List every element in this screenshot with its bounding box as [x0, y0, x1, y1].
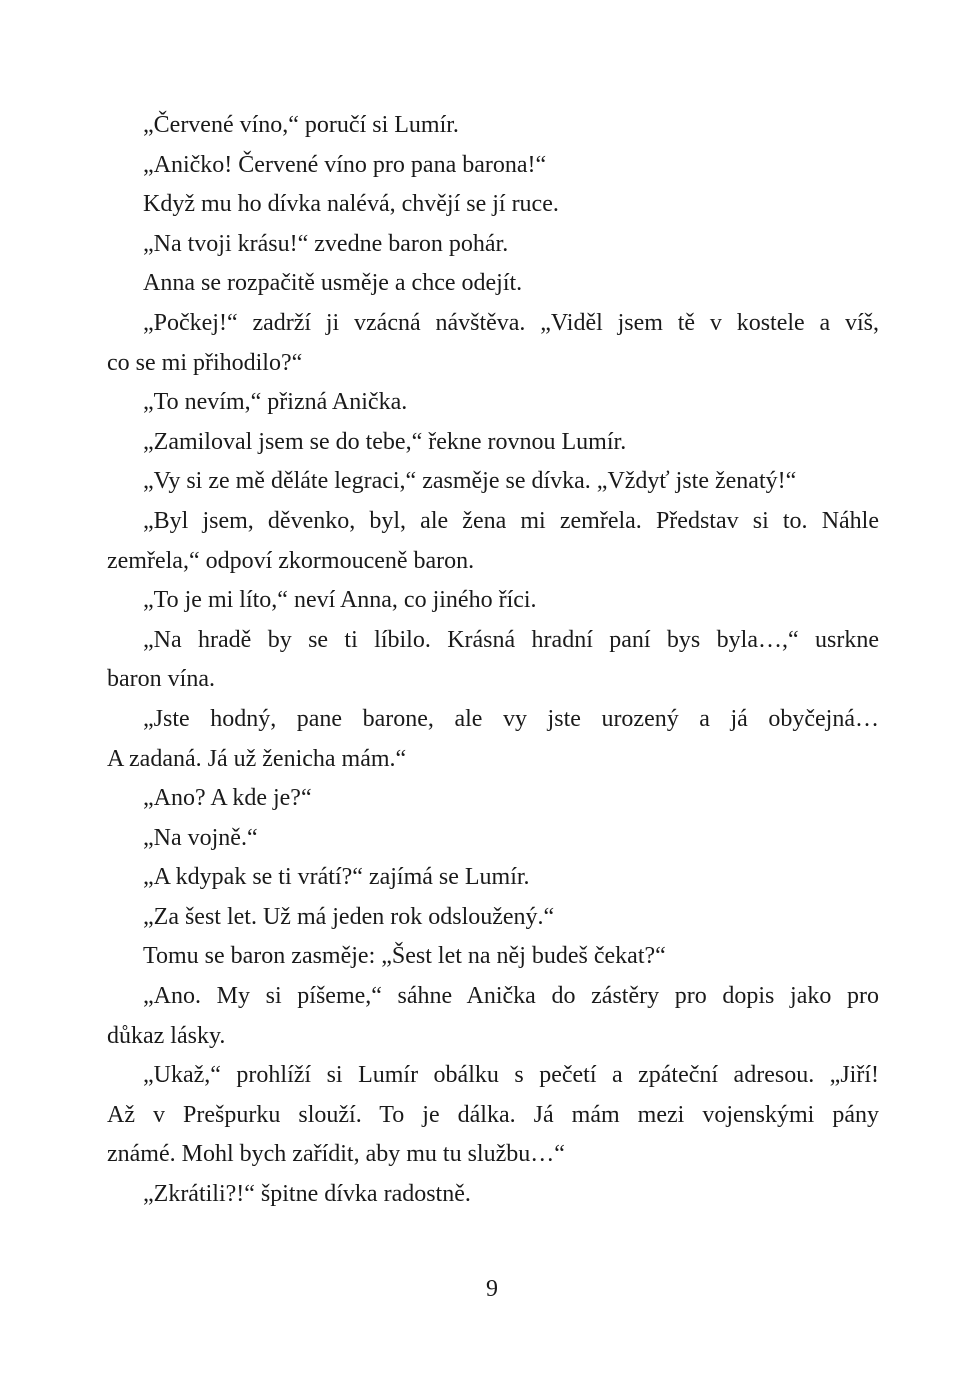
text-line: „Na vojně.“: [143, 824, 258, 851]
paragraph: [107, 700, 879, 779]
paragraph: [107, 858, 879, 898]
page-number: 9: [486, 1276, 498, 1302]
paragraph: [107, 146, 879, 186]
text-line: „Na hradě by se ti líbilo. Krásná hradní paní bys byla…,“ usrkne: [143, 626, 879, 653]
paragraph: [107, 423, 879, 463]
paragraph: [107, 225, 879, 265]
text-line: známé. Mohl bych zařídit, aby mu tu službu…“: [107, 1141, 565, 1168]
text-line: „Zkrátili?!“ špitne dívka radostně.: [143, 1181, 471, 1208]
text-line: „Ukaž,“ prohlíží si Lumír obálku s pečetí a zpáteční adresou. „Jiří!: [143, 1062, 879, 1089]
text-line: „Červené víno,“ poručí si Lumír.: [143, 112, 459, 138]
text-line: „Byl jsem, děvenko, byl, ale žena mi zemřela. Představ si to. Náhle: [143, 507, 879, 534]
text-line: Tomu se baron zasměje: „Šest let na něj budeš čekat?“: [143, 943, 666, 970]
paragraph: [107, 1175, 879, 1215]
text-line: „Za šest let. Už má jeden rok odsloužený.“: [143, 903, 555, 930]
text-line: „Zamiloval jsem se do tebe,“ řekne rovnou Lumír.: [143, 428, 627, 455]
paragraph: [107, 581, 879, 621]
text-line: „Ano? A kde je?“: [143, 785, 312, 812]
text-line: Anna se rozpačitě usměje a chce odejít.: [143, 270, 523, 297]
text-line: co se mi přihodilo?“: [107, 349, 303, 376]
paragraph: [107, 779, 879, 819]
text-line: baron vína.: [107, 666, 215, 693]
text-line: „Počkej!“ zadrží ji vzácná návštěva. „Viděl jsem tě v kostele a víš,: [143, 309, 879, 336]
paragraph: [107, 898, 879, 938]
paragraph: [107, 937, 879, 977]
paragraph: [107, 264, 879, 304]
paragraph: [107, 621, 879, 700]
text-line: A zadaná. Já už ženicha mám.“: [107, 745, 407, 772]
paragraph: [107, 502, 879, 581]
text-line: Když mu ho dívka nalévá, chvějí se jí ruce.: [143, 191, 559, 218]
body-text: [107, 106, 879, 1215]
text-line: Až v Prešpurku slouží. To je dálka. Já mám mezi vojenskými pány: [107, 1101, 879, 1128]
paragraph: [107, 462, 879, 502]
paragraph: [107, 1056, 879, 1175]
text-line: „Aničko! Červené víno pro pana barona!“: [143, 151, 547, 178]
paragraph: [107, 383, 879, 423]
text-line: zemřela,“ odpoví zkormouceně baron.: [107, 547, 475, 574]
paragraph: [107, 819, 879, 859]
text-line: důkaz lásky.: [107, 1022, 226, 1049]
paragraph: [107, 977, 879, 1056]
text-line: „Ano. My si píšeme,“ sáhne Anička do zástěry pro dopis jako pro: [143, 983, 879, 1010]
paragraph: [107, 304, 879, 383]
text-line: „To je mi líto,“ neví Anna, co jiného říci.: [143, 587, 537, 614]
paragraph: [107, 185, 879, 225]
text-line: „Vy si ze mě děláte legraci,“ zasměje se dívka. „Vždyť jste ženatý!“: [143, 468, 797, 495]
text-line: „Jste hodný, pane barone, ale vy jste urozený a já obyčejná…: [143, 705, 879, 732]
text-line: „A kdypak se ti vrátí?“ zajímá se Lumír.: [143, 864, 530, 891]
text-line: „To nevím,“ přizná Anička.: [143, 389, 408, 416]
text-line: „Na tvoji krásu!“ zvedne baron pohár.: [143, 230, 509, 257]
paragraph: [107, 106, 879, 146]
